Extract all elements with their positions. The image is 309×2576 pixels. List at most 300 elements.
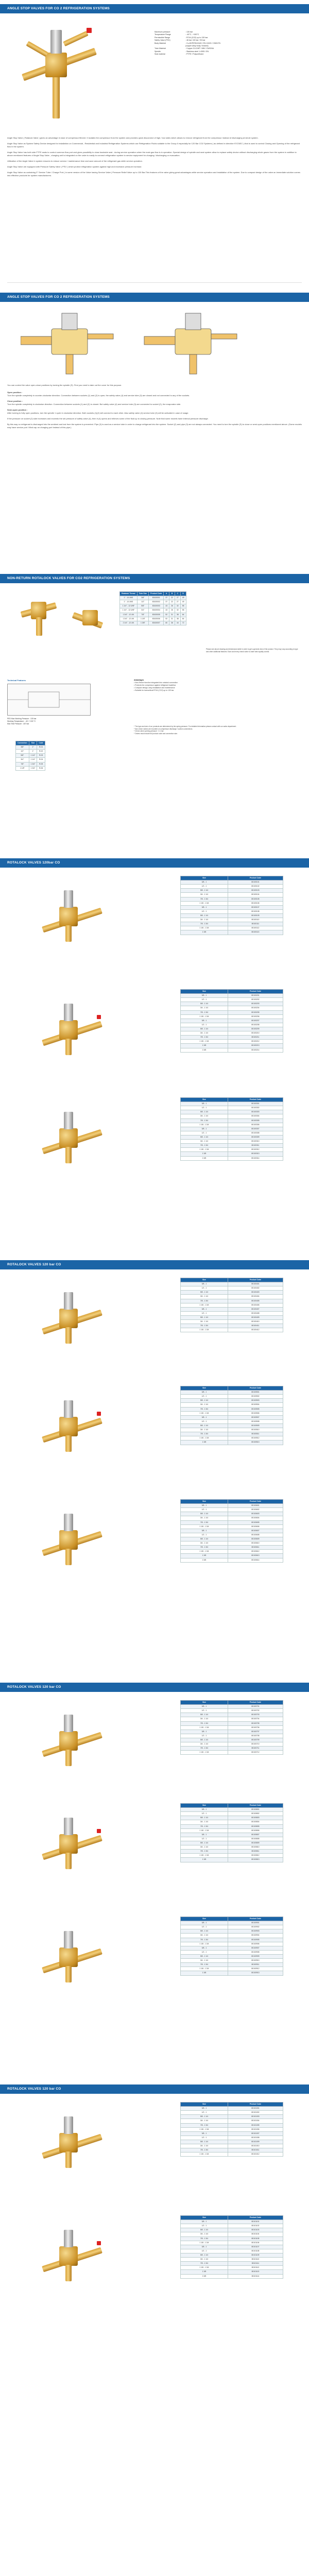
table-row [181, 2131, 283, 2136]
size-cell: 1 1/8 - 1 3/4 [181, 1436, 228, 1440]
size-cell: 3/8 - 1 [181, 2107, 228, 2111]
code-cell: 80100601 [228, 1504, 283, 1508]
size-cell: 5/8 - 1 1/4 [181, 1315, 228, 1319]
table-row [181, 1742, 283, 1747]
table-row [181, 1963, 283, 1967]
size-cell: 1 1/8 - 1 3/4 [181, 2266, 228, 2270]
size-cell: 1 1/8 - 1 3/4 [181, 901, 228, 905]
column-header: B [169, 592, 175, 596]
size-cell: 3/4 - 1 1/4 [181, 1428, 228, 1432]
table-row [181, 1299, 283, 1303]
size-cell: 5/8 - 1 1/4 [181, 2115, 228, 2119]
rotalock-valve-image [36, 1814, 108, 1870]
valve-cutaway-icon [21, 308, 288, 375]
table-row [181, 1730, 283, 1734]
size-cell: 3/8 - 1 [181, 1019, 228, 1023]
code-cell: 80100409 [228, 1315, 283, 1319]
table-cell: 1 1/8" [137, 617, 149, 621]
code-cell: 80100205 [228, 1010, 283, 1014]
spec-value: (copper alloy body / brazed) [185, 45, 209, 47]
product-code-table [180, 989, 283, 1053]
code-cell: 80100506 [228, 1411, 283, 1415]
connection-table [15, 741, 45, 771]
table-row [181, 1938, 283, 1942]
non-return-valve-image [15, 591, 67, 638]
size-cell: 1 3/8 [181, 1554, 228, 1558]
size-cell: 1/2 - 1 [181, 1395, 228, 1399]
product-code-table [180, 876, 283, 935]
table-cell: 22 [169, 596, 175, 600]
size-cell: 3/8 - 1 [181, 1946, 228, 1950]
table-cell: 1 3/4" - 12 UN [120, 617, 138, 621]
section-non-return-valves [0, 571, 309, 839]
table-cell: 1 3/4" [29, 762, 37, 766]
code-cell: 80100711 [228, 1747, 283, 1751]
table-cell: 1 3/4" - 12 UN [120, 613, 138, 617]
column-header: Size [181, 1701, 228, 1705]
schematic-drawing [7, 684, 91, 716]
size-cell: 3/8 - 1 [181, 1705, 228, 1709]
table-row [181, 1546, 283, 1550]
size-cell: 3/8 - 1 [181, 1730, 228, 1734]
open-heading: Open position : [7, 391, 23, 394]
spec-key: Tube Material [154, 47, 166, 50]
table-row [181, 2228, 283, 2232]
table-row [181, 1411, 283, 1415]
table-cell: 7/8" [16, 762, 29, 766]
table-row [181, 1850, 283, 1854]
table-row [181, 885, 283, 889]
table-row [181, 1002, 283, 1006]
code-cell: 80101109 [228, 2253, 283, 2257]
table-row [181, 1734, 283, 1738]
column-header: Connection [16, 741, 29, 745]
angle-valve-image [21, 21, 98, 124]
table-row [181, 1303, 283, 1307]
size-cell: 7/8 - 1 3/4 [181, 1546, 228, 1550]
table-row [181, 1541, 283, 1546]
table-row [181, 918, 283, 922]
table-row [181, 2123, 283, 2127]
table-row [120, 617, 186, 621]
code-cell: 80100501 [228, 1391, 283, 1395]
table-cell: 2 1/4" - 12 UN [120, 621, 138, 625]
section-banner: ROTALOCK VALVES 120 bar CO [0, 2084, 309, 2094]
size-cell: 1/2 - 1 [181, 1508, 228, 1512]
code-cell: 80100408 [228, 1311, 283, 1315]
size-cell: 3/4 - 1 1/4 [181, 1114, 228, 1118]
table-row [181, 1747, 283, 1751]
table-row [181, 2274, 283, 2278]
size-cell: 5/8 - 1 1/4 [181, 1929, 228, 1934]
table-row [16, 766, 45, 770]
table-cell: 3/4" [16, 758, 29, 762]
table-row [181, 1395, 283, 1399]
product-code-table [180, 1917, 283, 1976]
table-cell: 1 1/4" - 12 UNF [120, 608, 138, 613]
table-row [181, 1307, 283, 1311]
size-cell: 1 5/8 [181, 1048, 228, 1052]
size-cell: 3/8 - 1 [181, 2220, 228, 2224]
tech-rows [7, 718, 115, 725]
code-cell: 80101107 [228, 2245, 283, 2249]
table-row [181, 1282, 283, 1286]
code-cell: 80100707 [228, 1730, 283, 1734]
code-cell: 80100805 [228, 1824, 283, 1828]
code-cell: 80100603 [228, 1512, 283, 1516]
size-cell: 7/8 - 1 3/4 [181, 1938, 228, 1942]
code-cell: 80100509 [228, 1423, 283, 1428]
code-cell: 80100913 [228, 1971, 283, 1975]
size-cell: 3/4 - 1 1/4 [181, 1541, 228, 1546]
table-cell: 80100005 [149, 613, 164, 617]
table-row [181, 1391, 283, 1395]
product-code-table [180, 1278, 283, 1332]
table-row [181, 1713, 283, 1717]
size-cell: 7/8 - 1 3/4 [181, 1747, 228, 1751]
size-cell: 3/8 - 1 [181, 1833, 228, 1837]
size-cell: 1/2 - 1 [181, 1950, 228, 1954]
table-row [181, 2270, 283, 2274]
size-cell: 5/8 - 1 1/4 [181, 2140, 228, 2144]
size-cell: 7/8 - 1 3/4 [181, 1118, 228, 1123]
code-cell: 80100508 [228, 1419, 283, 1423]
size-cell: 3/8 - 1 [181, 880, 228, 885]
table-row [181, 1537, 283, 1541]
table-header-row [181, 1098, 283, 1102]
size-cell: 1 3/8 [181, 930, 228, 935]
spec-key: Safety Value (PSV) [154, 39, 170, 42]
size-cell: 7/8 - 1 3/4 [181, 2262, 228, 2266]
table-row [181, 1315, 283, 1319]
spec-value: : 130 bar [185, 31, 193, 33]
size-cell: 1 5/8 [181, 1156, 228, 1160]
table-cell: 37 [164, 596, 169, 600]
code-cell: 80100503 [228, 1399, 283, 1403]
code-cell: 80100709 [228, 1738, 283, 1742]
table-row [181, 1845, 283, 1850]
size-cell: 3/4 - 1 1/4 [181, 893, 228, 897]
code-cell: 80100306 [228, 1123, 283, 1127]
code-cell: 80100606 [228, 1524, 283, 1529]
size-cell: 5/8 - 1 1/4 [181, 1512, 228, 1516]
code-cell: 80100504 [228, 1403, 283, 1407]
table-row [181, 1820, 283, 1824]
size-cell: 1 3/8 [181, 1971, 228, 1975]
code-cell: 80100109 [228, 913, 283, 918]
table-row [181, 1709, 283, 1713]
table-header-row [181, 1917, 283, 1921]
code-cell: 80100910 [228, 1959, 283, 1963]
table-cell: 26 [169, 608, 175, 613]
table-header-row [181, 2216, 283, 2220]
code-cell: 80100907 [228, 1946, 283, 1950]
code-cell: 80100614 [228, 1558, 283, 1562]
size-cell: 1 1/8 - 1 3/4 [181, 1524, 228, 1529]
code-cell: 80100813 [228, 1858, 283, 1862]
description-text [7, 134, 302, 180]
spec-value: : 46 bar / 60 bar / 90 bar [185, 39, 205, 42]
code-cell: 80100803 [228, 1816, 283, 1820]
table-cell: 32 [175, 608, 180, 613]
code-cell: 80101005 [228, 2123, 283, 2127]
table-row [181, 1014, 283, 1019]
size-cell: 3/4 - 1 1/4 [181, 2119, 228, 2123]
size-cell: 1/2 - 1 [181, 1419, 228, 1423]
table-row [181, 905, 283, 909]
code-cell: 80100903 [228, 1929, 283, 1934]
size-cell: 1 1/8 - 1 3/4 [181, 2153, 228, 2157]
code-cell: 80101105 [228, 2236, 283, 2241]
table-header-row [181, 2103, 283, 2107]
table-row [181, 2140, 283, 2144]
size-cell: 7/8 - 1 3/4 [181, 1721, 228, 1725]
size-cell: 5/8 - 1 1/4 [181, 889, 228, 893]
spec-value: : Cu-DHP/EN12449 / EN 12420 / CW617N [185, 42, 220, 44]
technical-features [7, 679, 115, 725]
table-row [181, 1118, 283, 1123]
table-row [181, 1516, 283, 1520]
code-cell: 80100312 [228, 1148, 283, 1152]
column-header: Size [181, 1500, 228, 1504]
table-row [181, 2111, 283, 2115]
size-cell: 1 1/8 - 1 3/4 [181, 1123, 228, 1127]
size-cell: 3/4 - 1 1/4 [181, 1516, 228, 1520]
table-cell: 80100007 [149, 621, 164, 625]
size-cell: 3/8 - 1 [181, 2245, 228, 2249]
size-cell: 3/8 - 1 [181, 2131, 228, 2136]
code-cell: 80100801 [228, 1808, 283, 1812]
size-cell: 1/2 - 1 [181, 1709, 228, 1713]
size-cell: 3/8 - 1 [181, 1808, 228, 1812]
table-cell: 3/8" [16, 745, 29, 750]
table-row [181, 1123, 283, 1127]
table-cell: 32 [175, 604, 180, 608]
size-cell: 1/2 - 1 [181, 1023, 228, 1027]
size-cell: 1/2 - 1 [181, 1131, 228, 1135]
table-cell: 55 [180, 604, 186, 608]
code-cell: 80100106 [228, 901, 283, 905]
code-cell: 80100210 [228, 1031, 283, 1036]
table-row [181, 1311, 283, 1315]
table-cell: 1" [29, 745, 37, 750]
code-cell: 80100113 [228, 930, 283, 935]
code-cell: 80100909 [228, 1954, 283, 1958]
size-cell: 3/8 - 1 [181, 994, 228, 998]
table-row [181, 2262, 283, 2266]
column-header: Size [181, 990, 228, 994]
size-cell: 3/8 - 1 [181, 1529, 228, 1533]
size-cell: 7/8 - 1 3/4 [181, 2148, 228, 2153]
code-cell: 80101106 [228, 2241, 283, 2245]
table-row [181, 1148, 283, 1152]
table-row [181, 2245, 283, 2249]
table-cell: 72 [180, 621, 186, 625]
paragraph: Angle Stop Valve ( Rotalock Valve ) gives an advantage in ease of compressor fitment. It isolates the compressor from the system and provides quick disconnect of high / low sides which allows to remove refrigerant from the compressor instead of discharging at whole system. [7, 137, 259, 139]
table-cell: R-04 [37, 758, 45, 762]
code-cell: 80100703 [228, 1713, 283, 1717]
code-cell: 80100112 [228, 926, 283, 930]
column-header: Size [181, 1386, 228, 1391]
code-cell: 80100807 [228, 1833, 283, 1837]
code-cell: 80100307 [228, 1127, 283, 1131]
paragraph: Angle Stop Valve are equipped with Pressure Safety Valve ( PSV ) which protect refrigeration system against high and excessive pressure increase. [7, 165, 142, 168]
code-cell: 80101006 [228, 2127, 283, 2131]
code-cell: 80100613 [228, 1554, 283, 1558]
rotalock-valve-image [36, 1710, 108, 1767]
size-cell: 7/8 - 1 3/4 [181, 897, 228, 901]
advantage-item: • Non-Return function integrated into rotalock connection [134, 682, 178, 684]
rotalock-valve-image [36, 2112, 108, 2169]
spec-key: Spindle [154, 50, 161, 53]
table-row [181, 1324, 283, 1328]
table-cell: R-02 [37, 750, 45, 754]
paragraph: Utilization of the Angle Valve in system ensures to reduce service / maintenance time and save amount of the refrigerant gas while service operation. [7, 160, 143, 162]
column-header: Size [181, 2103, 228, 2107]
product-code-table [180, 1097, 283, 1161]
size-cell: 7/8 - 1 3/4 [181, 1407, 228, 1411]
code-cell: 80100308 [228, 1131, 283, 1135]
code-cell: 80101007 [228, 2131, 283, 2136]
code-cell: 80100607 [228, 1529, 283, 1533]
size-cell: 3/8 - 1 [181, 1391, 228, 1395]
size-cell: 7/8 - 1 3/4 [181, 2236, 228, 2241]
table-row [181, 1031, 283, 1036]
table-header-row [120, 592, 186, 596]
size-cell: 7/8 - 1 3/4 [181, 1963, 228, 1967]
table-row [181, 1738, 283, 1742]
size-cell: 5/8 - 1 1/4 [181, 1841, 228, 1845]
size-cell: 3/4 - 1 1/4 [181, 918, 228, 922]
code-cell: 80101004 [228, 2119, 283, 2123]
size-cell: 5/8 - 1 1/4 [181, 1713, 228, 1717]
table-row [181, 998, 283, 1002]
rotalock-valve-image [36, 1927, 108, 1984]
size-cell: 7/8 - 1 3/4 [181, 1824, 228, 1828]
table-row [181, 2148, 283, 2153]
code-cell: 80100905 [228, 1938, 283, 1942]
table-row [181, 1156, 283, 1160]
operation-text [7, 381, 302, 432]
table-cell: 38 [175, 617, 180, 621]
spec-value: : PTFE / Polyurethane [185, 53, 204, 56]
table-header-row [181, 1386, 283, 1391]
code-cell: 80100513 [228, 1440, 283, 1445]
code-cell: 80100313 [228, 1152, 283, 1156]
code-cell: 80100407 [228, 1307, 283, 1311]
spec-list [154, 31, 294, 56]
right-note: Please see above drawing and dimensions table in order to get a general view of the product. They may vary according to type and other additional features. Each and every check valve is under strict quality control. [206, 648, 298, 653]
code-cell: 80100403 [228, 1291, 283, 1295]
size-cell: 1 1/8 - 1 3/4 [181, 1725, 228, 1730]
table-row [181, 922, 283, 926]
table-cell: 49 [180, 596, 186, 600]
table-cell: 3/8" [137, 596, 149, 600]
table-row [181, 1102, 283, 1106]
column-header: Product Code [228, 990, 283, 994]
column-header: Size [181, 1804, 228, 1808]
table-cell: 1" - 14 UNS [120, 596, 138, 600]
table-cell: 5/8" [137, 604, 149, 608]
rotalock-valve-image [36, 1510, 108, 1566]
size-cell: 3/4 - 1 1/4 [181, 1717, 228, 1721]
code-cell: 80100611 [228, 1546, 283, 1550]
table-row [120, 613, 186, 617]
table-row [16, 762, 45, 766]
advantage-item: • Suitable for transcritical R744 (CO2) up to 130 bar [134, 689, 174, 691]
table-row [181, 1027, 283, 1031]
code-cell: 80100605 [228, 1520, 283, 1524]
size-cell: 5/8 - 1 1/4 [181, 1027, 228, 1031]
table-row [181, 1114, 283, 1118]
size-cell: 1 1/8 - 1 3/4 [181, 1040, 228, 1044]
table-cell: 1 1/4" - 12 UNF [120, 604, 138, 608]
table-row [181, 1554, 283, 1558]
table-cell: R-05 [37, 762, 45, 766]
spec-value: : Stainless steel 1.4305 / EN [185, 50, 209, 53]
size-cell: 1/2 - 1 [181, 1812, 228, 1816]
table-cell: 60 [164, 621, 169, 625]
spec-key: Permissible Range [154, 36, 170, 39]
code-cell: 80100404 [228, 1295, 283, 1299]
code-cell: 80100212 [228, 1040, 283, 1044]
table-row [181, 2241, 283, 2245]
column-header: Product Code [228, 1278, 283, 1282]
code-cell: 80100701 [228, 1705, 283, 1709]
code-cell: 80100802 [228, 1812, 283, 1816]
table-row [181, 880, 283, 885]
table-row [16, 750, 45, 754]
table-row [181, 1152, 283, 1156]
table-cell: 3/4" [137, 608, 149, 613]
size-cell: 3/4 - 1 1/4 [181, 1403, 228, 1407]
code-cell: 80100808 [228, 1837, 283, 1841]
size-cell: 1 5/8 [181, 1558, 228, 1562]
size-cell: 1 1/8 - 1 3/4 [181, 1854, 228, 1858]
section-banner: ROTALOCK VALVES 120bar CO [0, 858, 309, 868]
code-cell: 80100401 [228, 1282, 283, 1286]
code-cell: 80100410 [228, 1320, 283, 1324]
table-cell: 1" - 14 UNS [120, 600, 138, 604]
size-cell: 5/8 - 1 1/4 [181, 1537, 228, 1541]
size-cell: 1 1/8 - 1 3/4 [181, 1967, 228, 1971]
code-cell: 80100704 [228, 1717, 283, 1721]
operation-drawing [21, 308, 288, 375]
note-line: * Check valve opening pressure : 0.1 bar [134, 730, 164, 733]
code-cell: 80101111 [228, 2262, 283, 2266]
intro-text: You can control the valve open-close positions by turning the spindle (S). First you need to take out the cover for this purpose. [7, 384, 122, 386]
code-cell: 80100911 [228, 1963, 283, 1967]
open-text: Turn the spindle completely in counter-clockwise direction. Connection between sockets (1) and (2) is open; the safety valve (4) and service tube (3) are closed and not connected to any of the sockets. [7, 394, 190, 397]
size-cell: 3/4 - 1 1/4 [181, 1006, 228, 1010]
code-cell: 80100314 [228, 1156, 283, 1160]
table-row [181, 1812, 283, 1816]
code-cell: 80101104 [228, 2232, 283, 2236]
size-cell: 3/4 - 1 1/4 [181, 2144, 228, 2148]
column-header: Size [181, 1917, 228, 1921]
size-cell: 1/2 - 1 [181, 885, 228, 889]
table-row [181, 2144, 283, 2148]
semi-text: After turning to fully open positions, turn the spindle 1 cycle in clockwise direction. Both sockets (1)(2) will connect to each other. Also safety valve (4) service tube (3) will be activated in case of usage. [7, 412, 189, 414]
table-cell: 31 [169, 613, 175, 617]
table-row [181, 1929, 283, 1934]
code-cell: 80100107 [228, 905, 283, 909]
code-cell: 80100512 [228, 1436, 283, 1440]
size-cell: 1/2 - 1 [181, 2224, 228, 2228]
size-cell: 1/2 - 1 [181, 1533, 228, 1537]
code-cell: 80100604 [228, 1516, 283, 1520]
code-cell: 80100705 [228, 1721, 283, 1725]
